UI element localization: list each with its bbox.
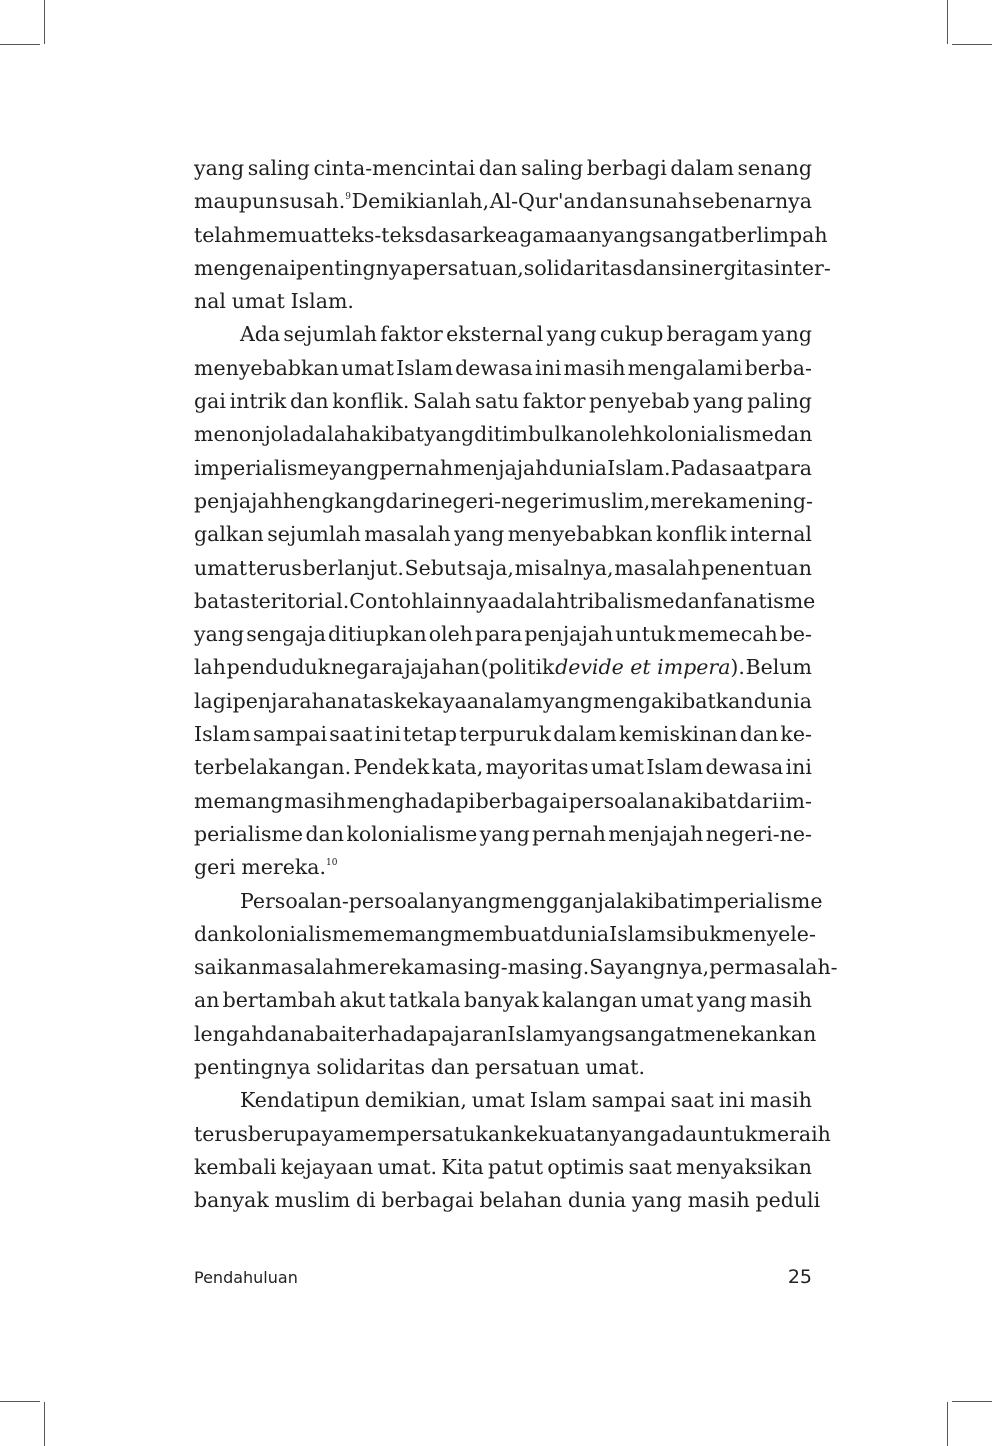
word: mening-	[728, 488, 813, 513]
word: ini	[718, 1088, 746, 1113]
word: fanatisme	[713, 588, 816, 613]
word: persoalan	[568, 788, 671, 813]
word: galkan	[194, 522, 264, 547]
text-line	[194, 984, 812, 1017]
word: Belum	[745, 655, 812, 680]
word: dunia	[550, 921, 610, 946]
italic-term: devide et impera	[555, 655, 731, 680]
word: kolonialisme	[642, 422, 774, 447]
word: kekayaan	[393, 688, 493, 713]
word: hengkang	[282, 488, 386, 513]
crop-mark-top-left-vertical	[44, 0, 45, 44]
word: optimis	[547, 1154, 625, 1179]
word: keagamaan	[482, 222, 602, 247]
word: memuat	[246, 222, 332, 247]
word: perialisme	[194, 821, 304, 846]
word: teks-teks	[331, 222, 425, 247]
word: umat	[231, 289, 285, 314]
page-footer	[194, 1266, 812, 1288]
word: mengenai	[194, 255, 297, 280]
word: saling	[247, 156, 310, 180]
word: kekuatan	[513, 1121, 610, 1146]
text-line	[194, 751, 812, 784]
word: ke-	[780, 722, 812, 747]
footnote-ref[interactable]: 10	[326, 858, 338, 869]
paragraph	[194, 1084, 831, 1217]
text-line	[194, 585, 816, 618]
word: Kita	[441, 1154, 484, 1179]
word: inter-	[773, 255, 831, 280]
word: berbagai	[381, 1188, 474, 1213]
text-line	[194, 252, 831, 285]
word: ini	[535, 355, 562, 380]
word: konflik	[656, 522, 727, 547]
word: tribalisme	[569, 588, 675, 613]
word: Contoh	[349, 588, 425, 613]
word: Islam	[507, 1021, 565, 1046]
text-line	[194, 1084, 812, 1117]
text-line	[194, 718, 812, 751]
word: dalam	[670, 156, 734, 180]
word: tetap	[403, 722, 457, 747]
word: masih	[687, 1188, 750, 1213]
word: menjajah	[453, 455, 549, 480]
word: ini	[374, 722, 401, 747]
text-line	[194, 219, 828, 252]
text-line	[194, 418, 812, 451]
word: Kendatipun	[240, 1088, 360, 1113]
word: Islam.	[607, 455, 671, 480]
word: kembali	[194, 1154, 277, 1179]
text-line	[194, 918, 816, 951]
word: yang	[329, 455, 380, 480]
word: dalam	[553, 722, 617, 747]
word: akibat	[671, 788, 737, 813]
word: persatuan	[475, 1055, 580, 1080]
text-line	[194, 1118, 831, 1151]
crop-mark-top-right-vertical	[947, 0, 948, 44]
crop-mark-top-right-horizontal	[952, 44, 992, 45]
word: Al-Qur'an	[489, 189, 589, 214]
word: berba-	[744, 355, 812, 380]
word: umat	[640, 988, 694, 1013]
word: sinergitas	[671, 255, 774, 280]
word: dunia	[753, 688, 812, 713]
crop-mark-bottom-right-vertical	[947, 1402, 948, 1446]
word: belahan	[479, 1188, 563, 1213]
body-text	[194, 152, 838, 1218]
word: (politik	[480, 655, 555, 680]
word: patut	[488, 1154, 544, 1179]
word: lah	[194, 655, 226, 680]
word: berlimpah	[721, 222, 828, 247]
word: saat	[721, 455, 765, 480]
word: Sebut	[404, 555, 466, 580]
word: jajahan	[404, 655, 480, 680]
word: dan	[305, 821, 344, 846]
word: saat	[670, 1088, 714, 1113]
word: gai	[194, 389, 226, 414]
word: muslim,	[568, 488, 651, 513]
word: satu	[474, 389, 520, 414]
word: kata,	[431, 755, 484, 780]
word: bertambah	[222, 988, 337, 1013]
crop-mark-top-left-horizontal	[0, 44, 40, 45]
word: penjajah	[524, 622, 614, 647]
word: tatkala	[388, 988, 461, 1013]
word: yang	[564, 1021, 615, 1046]
word: penjarahan	[232, 688, 351, 713]
word: Ada	[240, 322, 281, 347]
word: be-	[779, 622, 812, 647]
word: pernah	[379, 455, 454, 480]
word: akibat	[622, 888, 688, 913]
word: yang	[194, 622, 245, 647]
word: ditiupkan	[328, 622, 427, 647]
word: ajaran	[441, 1021, 508, 1046]
word: an	[194, 988, 220, 1013]
text-line	[194, 318, 812, 351]
word: Islam	[646, 755, 704, 780]
word: dunia	[567, 1188, 627, 1213]
word: membuat	[452, 921, 551, 946]
word: paling	[747, 389, 812, 414]
word: dan	[589, 189, 629, 214]
word: yang	[609, 1121, 660, 1146]
word: mereka	[650, 488, 729, 513]
word: telah	[194, 222, 247, 247]
text-line	[194, 651, 812, 684]
word: menyebabkan	[194, 355, 339, 380]
word: cukup	[599, 322, 664, 347]
paragraph	[194, 318, 816, 884]
word: masih	[563, 355, 626, 380]
word: masalah	[261, 955, 348, 980]
text-line	[194, 285, 812, 318]
word: Islam.	[290, 289, 354, 314]
word: beragam	[666, 322, 759, 347]
text-line	[194, 818, 812, 851]
word: yang	[450, 888, 502, 913]
word: sengaja	[246, 622, 326, 647]
word: negeri-negeri	[427, 488, 568, 513]
paragraph	[194, 885, 838, 1085]
word: ada	[659, 1121, 698, 1146]
word: berbagai	[475, 788, 568, 813]
word: dewasa	[455, 355, 533, 380]
text-line	[194, 1184, 821, 1217]
word: untuk	[697, 1121, 758, 1146]
word: internal	[730, 522, 812, 547]
word: terhadap	[347, 1021, 442, 1046]
word: Sayangnya,	[589, 955, 710, 980]
word: yang	[546, 322, 597, 347]
word: persatuan,	[412, 255, 524, 280]
word: pentingnya	[194, 1055, 311, 1080]
word: akut	[339, 988, 386, 1013]
page-number: 25	[787, 1266, 812, 1288]
word: umat.	[377, 1154, 438, 1179]
word: kolonialisme	[232, 921, 364, 946]
word: umat.	[585, 1055, 646, 1080]
word: peduli	[755, 1188, 821, 1213]
word: mereka.$^{10}$	[241, 855, 338, 880]
text-line	[194, 185, 812, 218]
word: adalah	[499, 588, 570, 613]
word: di	[355, 1188, 376, 1213]
word: maupun	[194, 189, 279, 214]
word: menyaksikan	[676, 1154, 812, 1179]
word: sibuk	[665, 921, 722, 946]
word: ditimbulkan	[474, 422, 599, 447]
word: untuk	[615, 622, 676, 647]
word: terpuruk	[459, 722, 552, 747]
text-line	[194, 352, 812, 385]
word: intrik	[229, 389, 287, 414]
word: demikian,	[364, 1088, 467, 1113]
text-line	[194, 951, 838, 984]
word: dan	[430, 1055, 470, 1080]
word: dasar	[424, 222, 483, 247]
word: yang	[693, 389, 744, 414]
word: berbagi	[586, 156, 667, 180]
word: faktor	[522, 389, 586, 414]
word: penyebab	[589, 389, 690, 414]
word: saat	[329, 722, 373, 747]
word: lagi	[194, 688, 233, 713]
word: Islam	[396, 355, 454, 380]
word: menekankan	[683, 1021, 817, 1046]
word: batas	[194, 588, 251, 613]
word: umat	[590, 755, 644, 780]
word: atas	[350, 688, 394, 713]
word: Islam	[194, 722, 251, 747]
word: sangat	[614, 1021, 684, 1046]
word: nal	[194, 289, 226, 314]
text-line	[194, 485, 812, 518]
word: masih	[284, 788, 347, 813]
word: adalah	[289, 422, 360, 447]
word: sangat	[651, 222, 722, 247]
word: Islam	[609, 921, 666, 946]
word: umat	[194, 555, 248, 580]
word: memang	[194, 788, 284, 813]
word: banyak	[463, 988, 539, 1013]
word: penduduk	[226, 655, 331, 680]
word: berlanjut.	[302, 555, 404, 580]
word: dan	[632, 255, 672, 280]
text-line	[194, 851, 812, 884]
word: dan	[739, 722, 779, 747]
word: Islam	[529, 1088, 587, 1113]
word: devide et impera).	[555, 655, 745, 680]
crop-mark-bottom-left-horizontal	[0, 1401, 40, 1402]
text-line	[194, 552, 812, 585]
word: memecah	[677, 622, 778, 647]
word: Pendek	[353, 755, 430, 780]
word: dan	[478, 156, 518, 180]
word: menghadapi	[346, 788, 476, 813]
word: menjajah	[608, 821, 704, 846]
word: mereka	[347, 955, 426, 980]
word: yang	[479, 821, 530, 846]
word: menyele-	[721, 921, 816, 946]
word: solidaritas	[316, 1055, 425, 1080]
word: sampai	[252, 722, 328, 747]
word: saling	[520, 156, 584, 180]
word: mengalami	[627, 355, 743, 380]
word: faktor	[380, 322, 443, 347]
word: umat	[340, 355, 395, 380]
running-footer-title: Pendahuluan	[194, 1268, 298, 1287]
word: solidaritas	[523, 255, 633, 280]
word: penjajah	[194, 488, 283, 513]
text-line	[194, 685, 812, 718]
word: senang	[737, 156, 812, 180]
word: yang	[631, 1188, 683, 1213]
word: masalah	[364, 522, 451, 547]
word: muslim	[274, 1188, 351, 1213]
word: pernah	[532, 821, 606, 846]
word: oleh	[428, 622, 473, 647]
word: penentuan	[701, 555, 812, 580]
word: saat	[628, 1154, 672, 1179]
text-line	[194, 385, 812, 418]
word: alam	[492, 688, 543, 713]
text-line	[194, 1018, 817, 1051]
text-line	[194, 152, 812, 185]
word: kemiskinan	[618, 722, 738, 747]
word: yang	[601, 222, 652, 247]
crop-mark-bottom-left-vertical	[44, 1402, 45, 1446]
word: kejayaan	[280, 1154, 374, 1179]
footnote-ref[interactable]: 9	[345, 192, 351, 203]
text-line	[194, 1051, 812, 1084]
word: im-	[778, 788, 812, 813]
word: misalnya,	[514, 555, 614, 580]
word: dan	[773, 422, 813, 447]
word: terus	[194, 1121, 248, 1146]
word: cinta-mencintai	[313, 156, 476, 180]
word: geri	[194, 855, 236, 880]
word: permasalah-	[709, 955, 838, 980]
word: kolonialisme	[346, 821, 478, 846]
word: umat	[471, 1088, 525, 1113]
word: negara	[330, 655, 404, 680]
word: para	[764, 455, 812, 480]
word: dan	[264, 1021, 304, 1046]
word: dari	[385, 488, 428, 513]
text-line	[194, 1151, 812, 1184]
word: mengganjal	[501, 888, 623, 913]
word: masih	[749, 1088, 812, 1113]
word: negeri-ne-	[705, 821, 812, 846]
text-line	[194, 452, 812, 485]
word: mayoritas	[485, 755, 589, 780]
word: yang	[696, 988, 747, 1013]
word: abai	[303, 1021, 348, 1046]
word: kalangan	[541, 988, 638, 1013]
word: lainnya	[424, 588, 500, 613]
word: yang	[761, 322, 812, 347]
word: pentingnya	[296, 255, 413, 280]
word: oleh	[598, 422, 643, 447]
word: yang	[423, 422, 475, 447]
word: para	[475, 622, 523, 647]
text-line	[194, 618, 812, 651]
word: dari	[736, 788, 779, 813]
word: sampai	[591, 1088, 666, 1113]
word: yang	[454, 522, 505, 547]
word: konflik.	[332, 389, 410, 414]
word: menyebabkan	[507, 522, 653, 547]
word: masalah	[614, 555, 701, 580]
word: terbelakangan.	[194, 755, 352, 780]
word: mengakibatkan	[593, 688, 754, 713]
paragraph	[194, 152, 831, 318]
word: Pada	[670, 455, 722, 480]
word: masih	[750, 988, 812, 1013]
word: memang	[363, 921, 453, 946]
word: sejumlah	[267, 522, 361, 547]
word: banyak	[194, 1188, 269, 1213]
word: yang	[542, 688, 593, 713]
word: imperialisme	[687, 888, 823, 913]
text-line	[194, 885, 823, 918]
word: Demikianlah,	[351, 189, 490, 214]
word: terus	[247, 555, 302, 580]
word: sebenarnya	[691, 189, 812, 214]
word: ini	[785, 755, 812, 780]
text-line	[194, 785, 812, 818]
text-line	[194, 518, 812, 551]
word: eksternal	[446, 322, 544, 347]
word: dewasa	[705, 755, 784, 780]
crop-mark-bottom-right-horizontal	[952, 1401, 992, 1402]
word: Salah	[413, 389, 472, 414]
word: dunia	[548, 455, 607, 480]
word: mempersatukan	[345, 1121, 514, 1146]
word: yang	[194, 156, 245, 180]
word: sejumlah	[283, 322, 378, 347]
word: sunah	[628, 189, 692, 214]
word: Persoalan-persoalan	[240, 888, 451, 913]
word: teritorial.	[250, 588, 350, 613]
word: dan	[194, 921, 233, 946]
word: meraih	[757, 1121, 831, 1146]
word: imperialisme	[194, 455, 330, 480]
word: dan	[674, 588, 714, 613]
word: susah.$^9$	[279, 189, 351, 214]
word: menonjol	[194, 422, 290, 447]
word: dan	[290, 389, 329, 414]
word: lengah	[194, 1021, 265, 1046]
word: berupaya	[247, 1121, 346, 1146]
word: saikan	[194, 955, 262, 980]
word: saja,	[466, 555, 514, 580]
word: masing-masing.	[425, 955, 590, 980]
word: akibat	[359, 422, 424, 447]
